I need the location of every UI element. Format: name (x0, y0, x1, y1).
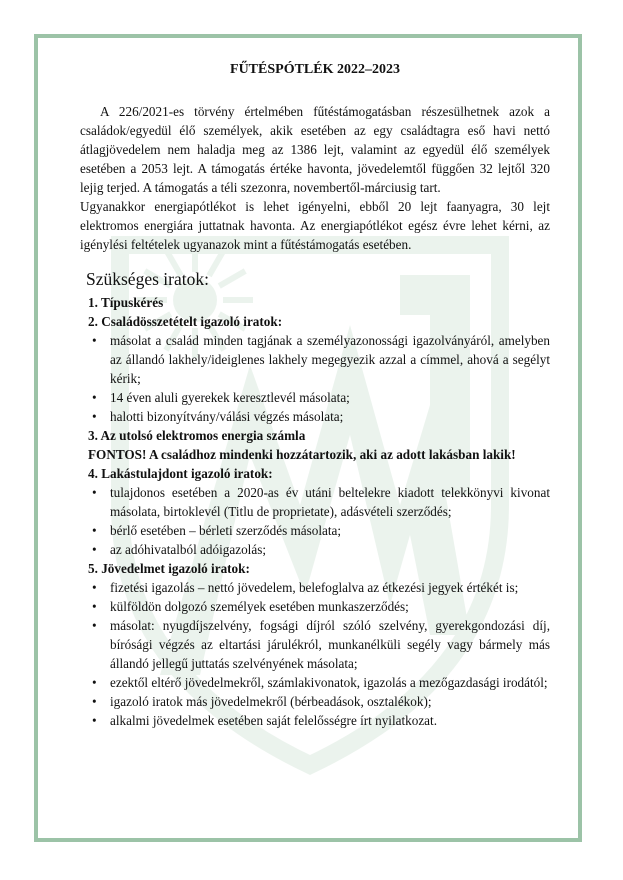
list-item: • külföldön dolgozó személyek esetében munkaszerződés; (92, 599, 409, 614)
section-4-list (80, 483, 550, 559)
list-item: • tulajdonos esetében a 2020-as év utáni beltelekre kiadott telekkönyvi kivonat másolata, birtoklevél (Titlu de proprietate), adásvételi szerződés; (92, 485, 550, 519)
list-item: • fizetési igazolás – nettó jövedelem, belefoglalva az étkezési jegyek értékét is; (92, 580, 519, 595)
bullet-icon: • (92, 675, 97, 690)
bullet-icon: • (92, 694, 97, 709)
bullet-icon: • (92, 580, 97, 595)
bullet-icon: • (92, 618, 97, 633)
intro-paragraph-1: A 226/2021-es törvény értelmében fűtéstámogatásban részesülhetnek azok a családok/egyedül élő személyek, akik esetében az egy családtagra eső havi nettó átlagjövedelem nem haladja meg az 1386 lejt, valamint az egyedül élő személyek esetében a 2053 lejt. A támogatás értéke havonta, jövedelemtől függően 32 lejtől 320 lejig terjed. A támogatás a téli szezonra, novembertől-márciusig tart. (80, 104, 550, 195)
section-2-heading: 2. Családösszetételt igazoló iratok: (88, 314, 283, 329)
section-5-heading: 5. Jövedelmet igazoló iratok: (88, 561, 250, 576)
list-item: • ezektől eltérő jövedelmekről, számlakivonatok, igazolás a mezőgazdasági irodától; (92, 675, 548, 690)
list-item: • az adóhivatalból adóigazolás; (92, 542, 266, 557)
list-item: • 14 éven aluli gyerekek keresztlevél másolata; (92, 390, 350, 405)
section-4-heading: 4. Lakástulajdont igazoló iratok: (88, 466, 273, 481)
bullet-icon: • (92, 333, 97, 348)
bullet-icon: • (92, 390, 97, 405)
intro-paragraph-2: Ugyanakkor energiapótlékot is lehet igényelni, ebből 20 lejt faanyagra, 30 lejt elektromos energiára juttatnak havonta. Az energiapótlékot egész évre lehet kérni, az igénylési feltételek ugyanazok mint a fűtéstámogatás esetében. (80, 199, 550, 252)
bullet-icon: • (92, 485, 97, 500)
list-item: • másolat: nyugdíjszelvény, fogsági díjról szóló szelvény, gyerekgondozási díj, bírósági végzés az eltartási járulékról, munkanélküli segély vagy bármely más állandó jellegű juttatás szelvényének másolata; (92, 618, 550, 671)
bullet-icon: • (92, 713, 97, 728)
list-item: • másolat a család minden tagjának a személyazonossági igazolványáról, amelyben az állandó lakhely/ideiglenes lakhely megegyezik azzal a címmel, ahová a segélyt kérik; (92, 333, 550, 386)
document-body (80, 60, 550, 730)
page-title: FŰTÉSPÓTLÉK 2022–2023 (230, 62, 400, 77)
required-documents-heading: Szükséges iratok: (86, 269, 209, 289)
important-notice: FONTOS! A családhoz mindenki hozzátartozik, aki az adott lakásban lakik! (88, 447, 516, 462)
list-item: • alkalmi jövedelmek esetében saját felelősségre írt nyilatkozat. (92, 713, 437, 728)
bullet-icon: • (92, 409, 97, 424)
section-3-heading: 3. Az utolsó elektromos energia számla (88, 428, 306, 443)
list-item: • igazoló iratok más jövedelmekről (bérbeadások, osztalékok); (92, 694, 432, 709)
list-item: • bérlő esetében – bérleti szerződés másolata; (92, 523, 342, 538)
section-2-list (80, 331, 550, 426)
section-1-heading: 1. Típuskérés (88, 295, 164, 310)
bullet-icon: • (92, 542, 97, 557)
section-5-list (80, 578, 550, 730)
bullet-icon: • (92, 523, 97, 538)
list-item: • halotti bizonyítvány/válási végzés másolata; (92, 409, 344, 424)
bullet-icon: • (92, 599, 97, 614)
